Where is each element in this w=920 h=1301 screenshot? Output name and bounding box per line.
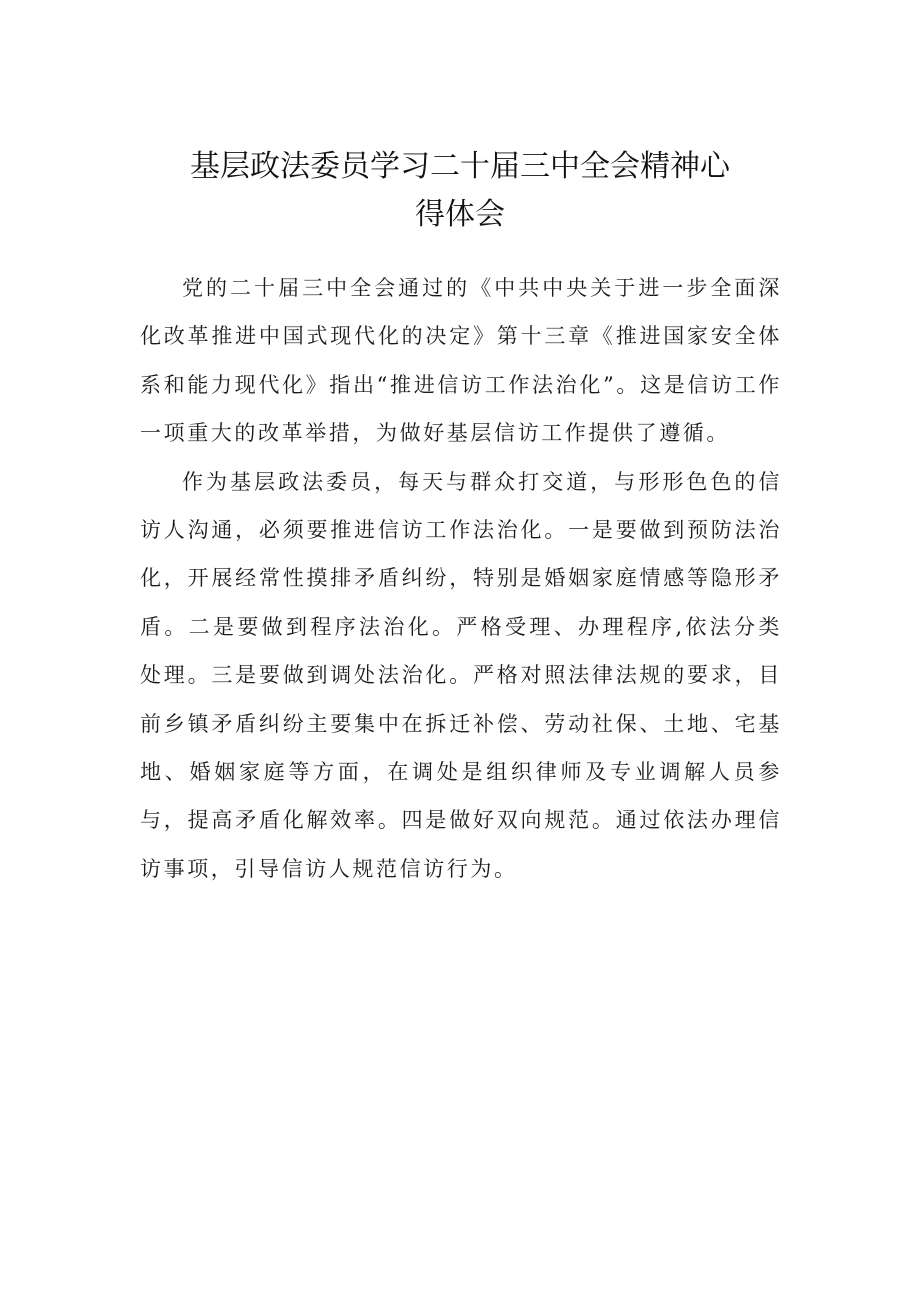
document-title: [140, 143, 780, 239]
title-line-2: 得体会: [415, 197, 505, 232]
document-body: [140, 264, 782, 893]
paragraph-1: 党的二十届三中全会通过的《中共中央关于进一步全面深化改革推进中国式现代化的决定》第十三章《推进国家安全体系和能力现代化》指出“推进信访工作法治化”。这是信访工作一项重大的改革举措，为做好基层信访工作提供了遵循。: [140, 276, 782, 446]
paragraph-2: 作为基层政法委员，每天与群众打交道，与形形色色的信访人沟通，必须要推进信访工作法治化。一是要做到预防法治化，开展经常性摸排矛盾纠纷，特别是婚姻家庭情感等隐形矛盾。二是要做到程序法治化。严格受理、办理程序,依法分类处理。三是要做到调处法治化。严格对照法律法规的要求，目前乡镇矛盾纠纷主要集中在拆迁补偿、劳动社保、土地、宅基地、婚姻家庭等方面，在调处是组织律师及专业调解人员参与，提高矛盾化解效率。四是做好双向规范。通过依法办理信访事项，引导信访人规范信访行为。: [140, 469, 782, 881]
title-line-1: 基层政法委员学习二十届三中全会精神心: [190, 149, 730, 184]
